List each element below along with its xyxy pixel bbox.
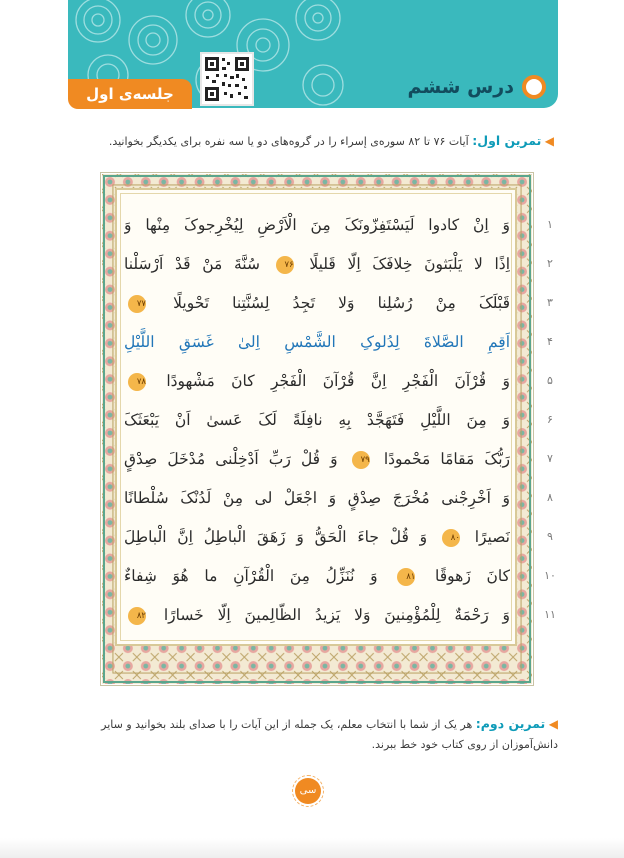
- session-label: جلسه‌ی اول: [86, 85, 174, 103]
- lesson-title-text: درس ششم: [407, 76, 514, 98]
- verse-line: [124, 599, 510, 631]
- line-number: ۶: [547, 413, 553, 426]
- exercise-1-text: آیات ۷۶ تا ۸۲ سوره‌ی إسراء را در گروه‌های دو یا سه نفره برای یکدیگر بخوانید.: [108, 135, 469, 148]
- title-bullet-icon: [522, 75, 546, 99]
- verse-text: وَ اِنْ کادوا لَیَسْتَفِزّونَکَ مِنَ الْاَرْضِ لِیُخْرِجوکَ مِنْها وَ: [124, 216, 510, 234]
- verse-text: وَ رَحْمَةٌ لِلْمُؤْمِنینَ وَلا یَزیدُ الظّالِمینَ اِلّا خَسارًا: [163, 606, 510, 624]
- verse-text: قَبْلَکَ مِنْ رُسُلِنا وَلا تَجِدُ لِسُنَّتِنا تَحْویلًا: [173, 294, 510, 312]
- verse-text: وَ قُرْآنَ الْفَجْرِ اِنَّ قُرْآنَ الْفَجْرِ کانَ مَشْهودًا: [166, 372, 510, 390]
- line-number: ۳: [547, 296, 553, 309]
- verse-line: [124, 209, 510, 241]
- verse-number-marker: ۸۰: [442, 529, 460, 547]
- verse-text: نَصیرًا: [474, 528, 510, 546]
- verse-number-marker: ۸۱: [397, 568, 415, 586]
- verse-line: [124, 560, 510, 592]
- verse-line: [124, 404, 510, 436]
- verse-number-marker: ۸۲: [128, 607, 146, 625]
- verse-number-marker: ۷۷: [128, 295, 146, 313]
- arrow-left-icon: ◀: [544, 134, 554, 148]
- verse-text: وَ قُلْ رَبِّ اَدْخِلْنی مُدْخَلَ صِدْقٍ: [124, 450, 338, 468]
- verse-line: [124, 287, 510, 319]
- exercise-2-text: هر یک از شما با انتخاب معلم، یک جمله از این آیات را با صدای بلند بخوانید و سایر: [101, 718, 473, 731]
- verse-number-marker: ۷۸: [128, 373, 146, 391]
- line-number: ۷: [547, 452, 553, 465]
- session-tab: [68, 79, 192, 109]
- line-number: ۹: [547, 530, 553, 543]
- line-number: ۲: [547, 257, 553, 270]
- verse-line: [124, 365, 510, 397]
- verse-text: وَ قُلْ جاءَ الْحَقُّ وَ زَهَقَ الْباطِلُ اِنَّ الْباطِلَ: [124, 528, 428, 546]
- line-number: ۱۱: [544, 608, 556, 621]
- line-number: ۵: [547, 374, 553, 387]
- verse-number-marker: ۷۶: [276, 256, 294, 274]
- verse-text: رَبُّکَ مَقامًا مَحْمودًا: [383, 450, 510, 468]
- verse-line: [124, 248, 510, 280]
- page-number: سی: [295, 778, 321, 804]
- verse-text: وَ مِنَ اللَّیْلِ فَتَهَجَّدْ بِهِ نافِلَةً لَکَ عَسیٰ اَنْ یَبْعَثَکَ: [124, 411, 510, 429]
- verse-text: سُنَّةَ مَنْ قَدْ اَرْسَلْنا: [124, 255, 260, 273]
- exercise-2-label: تمرین دوم:: [475, 716, 546, 731]
- verse-line: [124, 482, 510, 514]
- line-number: ۱: [547, 218, 553, 231]
- verse-line: [124, 521, 510, 553]
- exercise-2: [58, 714, 558, 755]
- verse-number-marker: ۷۹: [352, 451, 370, 469]
- verse-line: [124, 443, 510, 475]
- verse-text: وَ نُنَزِّلُ مِنَ الْقُرْآنِ ما هُوَ شِفاءٌ: [124, 567, 378, 585]
- exercise-2-text: دانش‌آموزان از روی کتاب خود خط ببرند.: [371, 738, 558, 751]
- page-bottom-edge: [0, 838, 624, 858]
- arrow-left-icon: ◀: [548, 717, 558, 731]
- line-number: ۱۰: [544, 569, 556, 582]
- verse-text: کانَ زَهوقًا: [435, 567, 510, 585]
- lesson-title: [408, 70, 546, 104]
- exercise-1: [74, 133, 554, 148]
- verse-text: اَقِمِ الصَّلاةَ لِدُلوکِ الشَّمْسِ اِلیٰ غَسَقِ اللَّیْلِ: [124, 333, 510, 351]
- qr-code-icon[interactable]: [200, 52, 254, 106]
- verse-text: وَ اَخْرِجْنی مُخْرَجَ صِدْقٍ وَ اجْعَلْ لی مِنْ لَدُنْکَ سُلْطانًا: [124, 489, 510, 507]
- exercise-1-label: تمرین اول:: [472, 133, 542, 148]
- line-number: ۴: [547, 335, 553, 348]
- line-number: ۸: [547, 491, 553, 504]
- verse-text: اِذًا لا یَلْبَثونَ خِلافَکَ اِلّا قَلیلًا: [309, 255, 510, 273]
- verse-line: [124, 326, 510, 358]
